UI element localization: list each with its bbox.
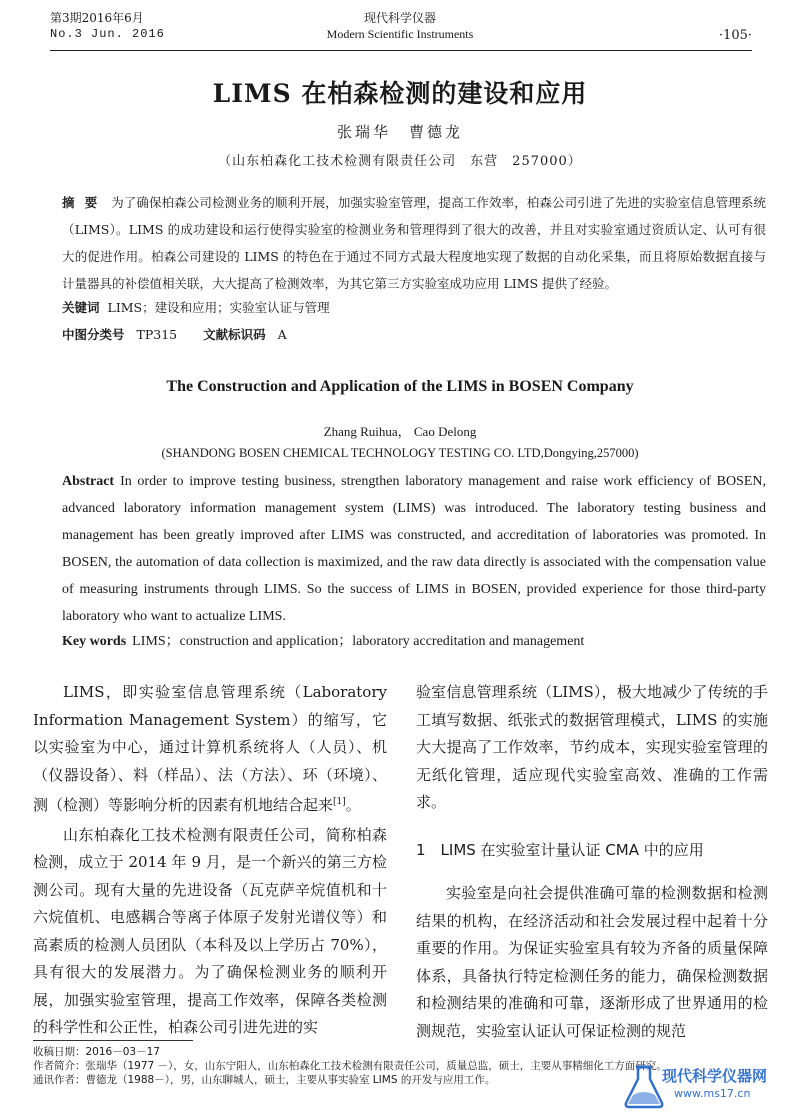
doc-code-value: A	[277, 327, 287, 342]
page-number: ·105·	[718, 28, 752, 43]
running-header-center	[250, 10, 550, 42]
doc-code-label: 文献标识码	[203, 327, 266, 342]
corresponding-author: 通讯作者：曹德龙（1988－），男，山东聊城人，硕士，主要从事实验室 LIMS 的开发与应用工作。	[33, 1074, 496, 1086]
classification-cn	[62, 325, 287, 343]
watermark-flask-icon	[622, 1063, 666, 1109]
body-paragraph: 实验室是向社会提供准确可靠的检测数据和检测结果的机构，在经济活动和社会发展过程中起着十分重要的作用。为保证实验室具有较为齐备的质量保障体系，具备执行特定检测任务的能力，确保检测数据和检测结果的准确和可靠，逐渐形成了世界通用的检测规范，实验室认证认可保证检测的规范	[416, 884, 768, 1040]
citation-ref[interactable]: [1]	[333, 797, 346, 807]
affiliation-en: (SHANDONG BOSEN CHEMICAL TECHNOLOGY TESTING CO. LTD,Dongying,257000)	[161, 446, 639, 460]
journal-name-en: Modern Scientific Instruments	[326, 27, 474, 41]
journal-name-cn: 现代科学仪器	[363, 11, 436, 25]
body-paragraph: 验室信息管理系统（LIMS），极大地减少了传统的手工填写数据、纸张式的数据管理模式，LIMS 的实施大大提高了工作效率，节约成本，实现实验室管理的无纸化管理，适应现代实验室高效、准确的工作需求。	[416, 683, 768, 811]
abstract-cn	[62, 189, 766, 297]
footnote-rule	[33, 1040, 193, 1041]
authors-cn: 张瑞华 曹德龙	[336, 123, 463, 141]
issue-en: No.3 Jun. 2016	[50, 27, 165, 41]
issue-cn: 第3期2016年6月	[50, 11, 144, 25]
abstract-en	[62, 468, 766, 630]
body-column-right	[416, 679, 768, 1045]
footnotes	[33, 1045, 667, 1087]
watermark-url: www.ms17.cn	[674, 1087, 751, 1100]
abstract-en-label: Abstract	[62, 474, 115, 489]
author-intro: 作者简介：张瑞华（1977 －），女，山东宁阳人，山东柏森化工技术检测有限责任公司，质量总监，硕士，主要从事精细化工方面研究。	[33, 1060, 667, 1072]
body-text: LIMS，即实验室信息管理系统（Laboratory Information Management System）的缩写，它以实验室为中心，通过计算机系统将人（人员）、机（仪器设备）、料（样品）、法（方法）、环（环境）、测（检测）等影响分析的因素有机地结合起来	[33, 683, 387, 814]
abstract-cn-label: 摘要	[62, 195, 108, 210]
keywords-en-text: LIMS；construction and application；laboratory accreditation and management	[132, 634, 585, 649]
paper-title-cn: LIMS 在柏森检测的建设和应用	[212, 79, 588, 108]
body-paragraph	[33, 679, 387, 820]
keywords-cn-label: 关键词	[62, 300, 100, 315]
keywords-en	[62, 630, 584, 650]
body-text: 。	[345, 796, 361, 814]
keywords-cn	[62, 298, 330, 316]
running-header-left	[50, 10, 165, 42]
keywords-en-label: Key words	[62, 634, 127, 649]
abstract-cn-text: 为了确保柏森公司检测业务的顺利开展，加强实验室管理，提高工作效率，柏森公司引进了先进的实验室信息管理系统（LIMS）。LIMS 的成功建设和运行使得实验室的检测业务和管理得到了很大的改善，并且对实验室通过资质认定、认可有很大的促进作用。柏森公司建设的 LIMS 的特色在于通过不同方式最大程度地实现了数据的自动化采集，而且将原始数据直接与计量器具的补偿值相关联，大大提高了检测效率，为其它第三方实验室成功应用 LIMS 提供了经验。	[62, 195, 766, 291]
body-column-left	[33, 679, 387, 1042]
clc-label: 中图分类号	[62, 327, 125, 342]
body-paragraph: 山东柏森化工技术检测有限责任公司，简称柏森检测，成立于 2014 年 9 月，是一个新兴的第三方检测公司。现有大量的先进设备（瓦克萨辛烷值机和十六烷值机、电感耦合等离子体原子发射光谱仪等）和高素质的检测人员团队（本科及以上学历占 70%），具有很大的发展潜力。为了确保检测业务的顺利开展，加强实验室管理，提高工作效率，保障各类检测的科学性和公正性，柏森公司引进先进的实	[33, 825, 387, 1036]
header-rule	[50, 50, 752, 51]
keywords-cn-text: LIMS；建设和应用；实验室认证与管理	[107, 300, 330, 315]
watermark-logo	[622, 1063, 790, 1109]
watermark-text: 现代科学仪器网	[662, 1067, 768, 1085]
affiliation-cn: （山东柏森化工技术检测有限责任公司 东营 257000）	[218, 154, 582, 169]
clc-value: TP315	[136, 327, 178, 342]
authors-en: Zhang Ruihua， Cao Delong	[323, 424, 477, 439]
paper-title-en: The Construction and Application of the LIMS in BOSEN Company	[166, 378, 634, 395]
received-date: 收稿日期：2016－03－17	[33, 1046, 160, 1058]
section-heading: 1 LIMS 在实验室计量认证 CMA 中的应用	[416, 840, 704, 859]
abstract-en-text: In order to improve testing business, strengthen laboratory management and raise work efficiency of BOSEN, advanced laboratory information management system (LIMS) was introduced. The laboratory testing business and management has been greatly improved after LIMS was constructed, and accreditation of laboratories was promoted. In BOSEN, the automation of data collection is maximized, and the raw data directly is associated with the compensation value of measuring instruments through LIMS. So the success of LIMS in BOSEN, provided experience for those third-party laboratory who want to actualize LIMS.	[62, 474, 766, 624]
